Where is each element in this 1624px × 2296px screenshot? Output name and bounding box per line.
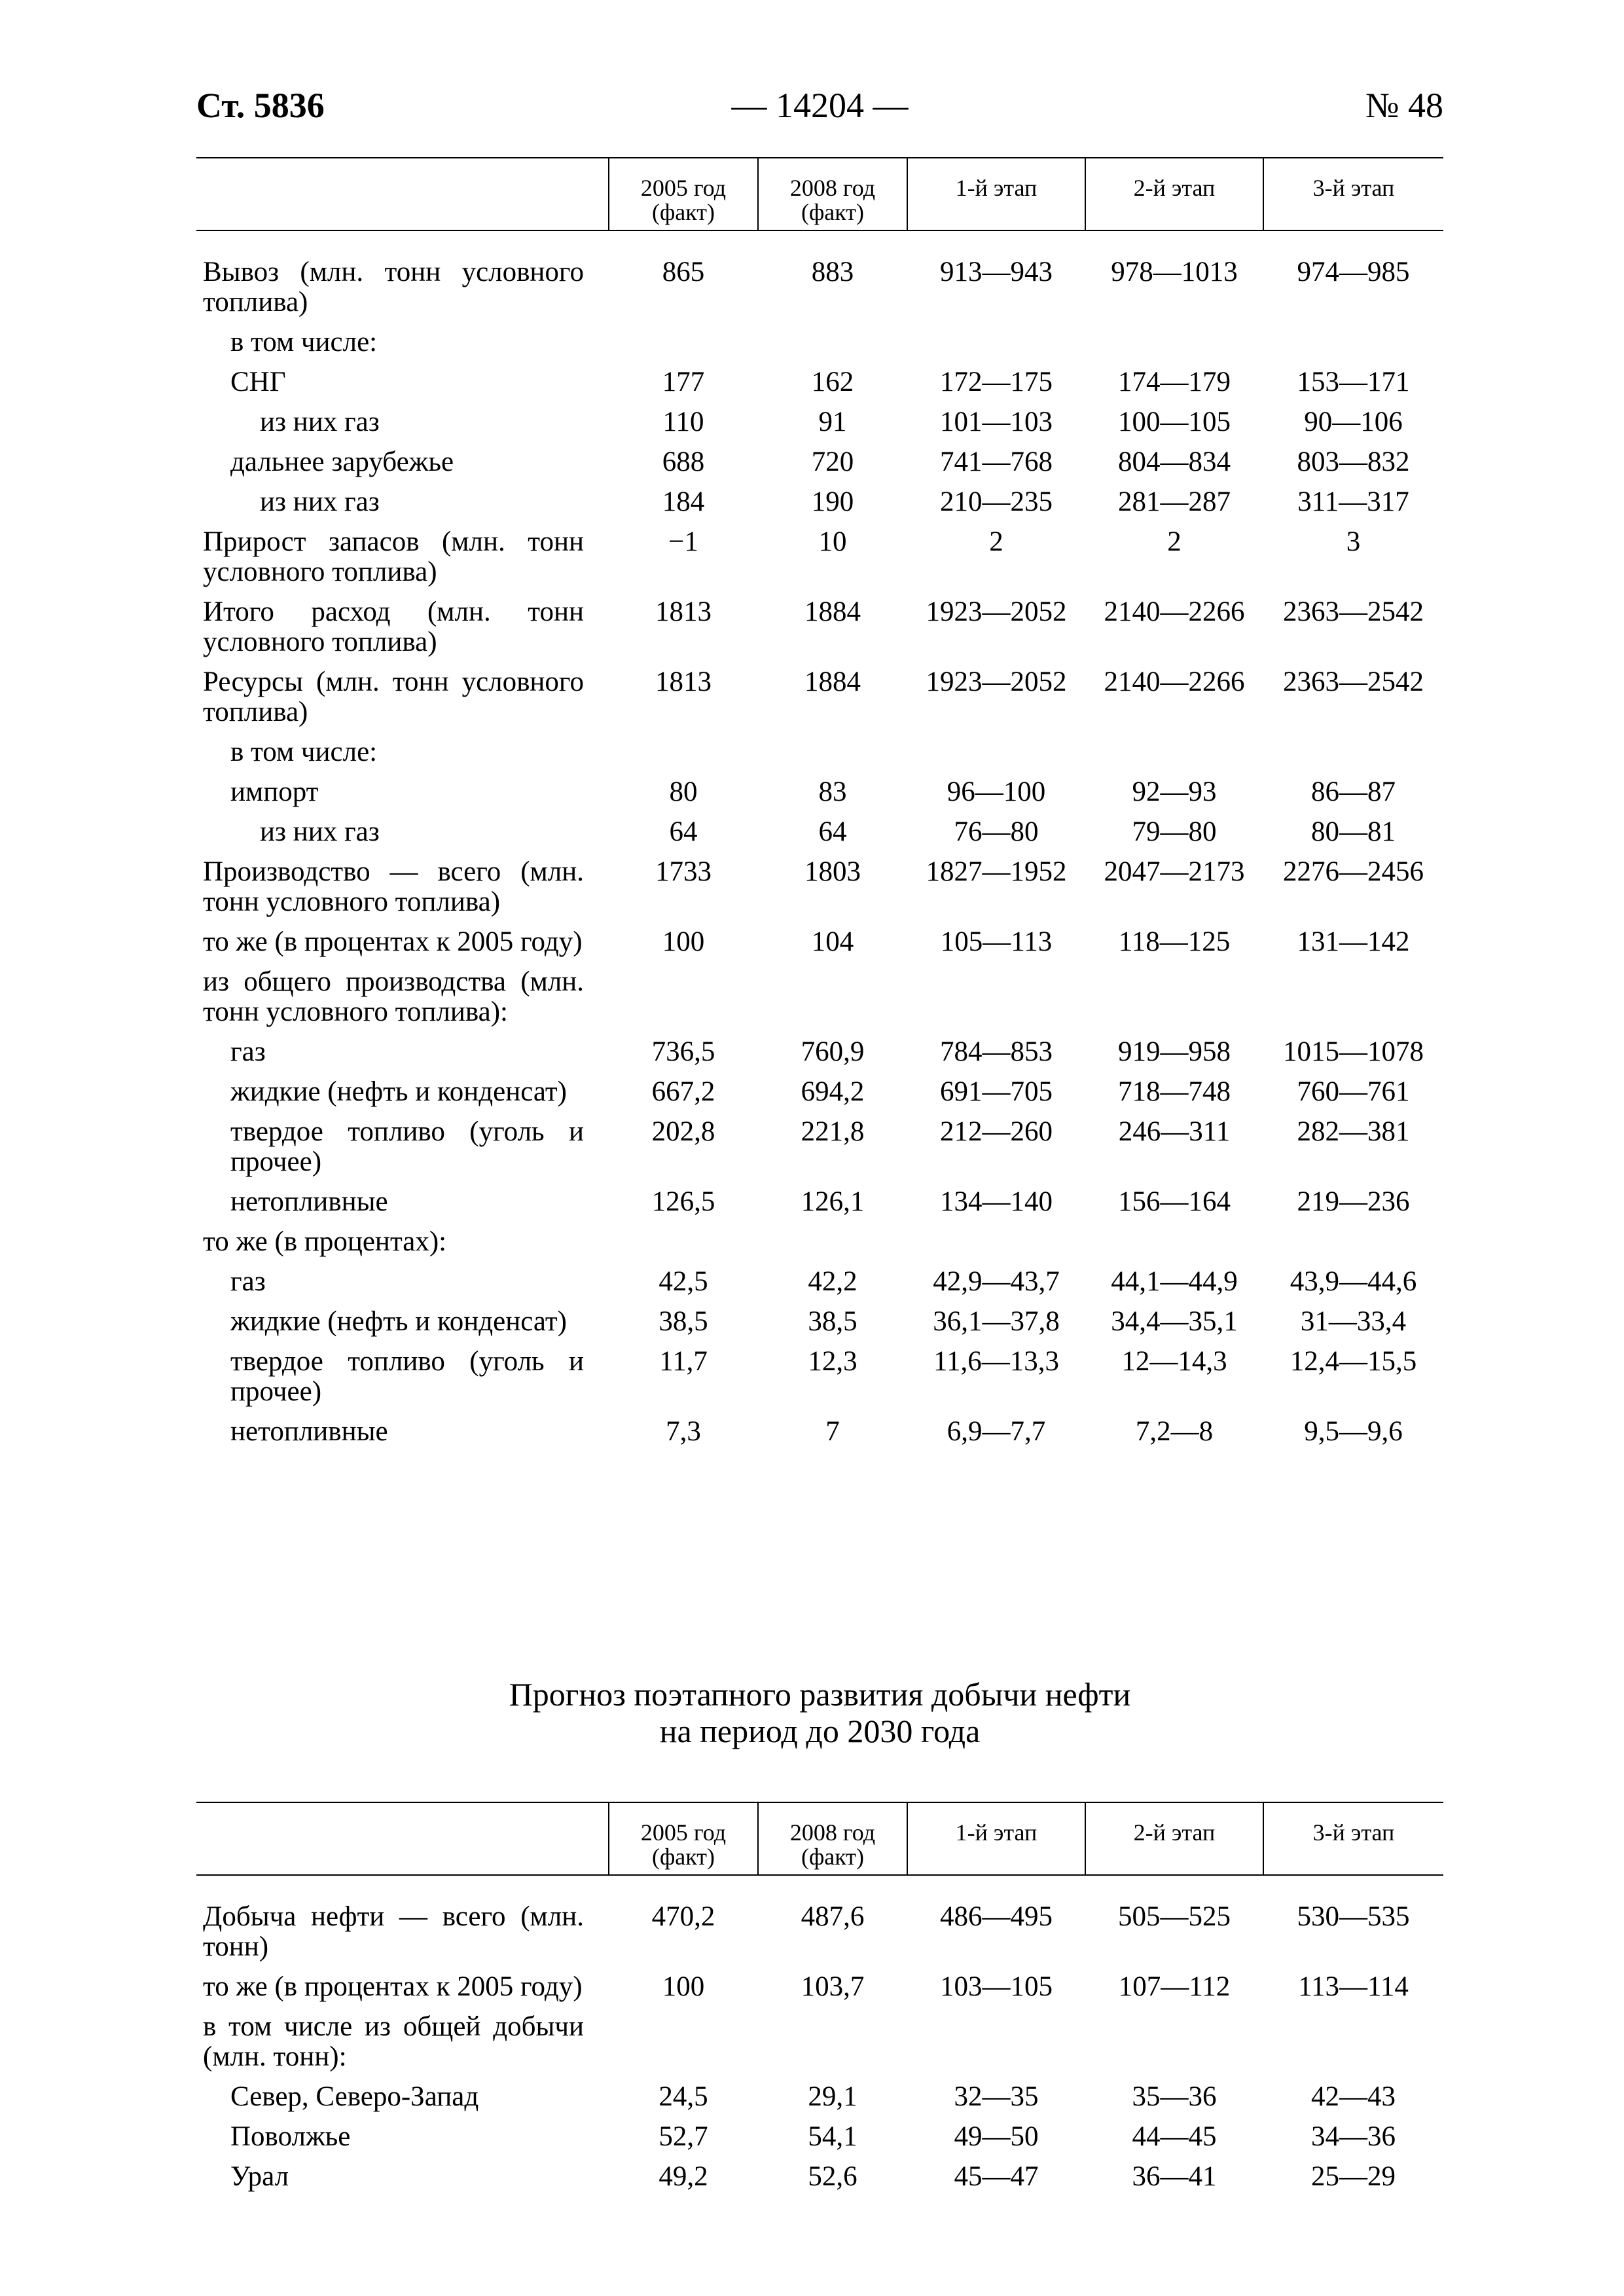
table-row [196, 1875, 1443, 1972]
row-label: Итого расход (млн. тонн условного топлива) [203, 596, 584, 657]
cell-value: 83 [818, 776, 847, 807]
cell-value [907, 2012, 1085, 2082]
cell-value: 760,9 [801, 1036, 865, 1067]
cell-value: 12,3 [808, 1346, 857, 1377]
column-header: 1-й этап [907, 158, 1085, 230]
cell-value: 803—832 [1297, 446, 1410, 477]
cell-value: 101—103 [940, 407, 1053, 437]
cell-value: 38,5 [808, 1306, 857, 1337]
table-row [196, 447, 1443, 487]
cell-value: 24,5 [659, 2081, 708, 2112]
cell-value: 29,1 [808, 2081, 857, 2112]
cell-value: 978—1013 [1111, 257, 1238, 287]
cell-value [1085, 2012, 1263, 2082]
column-header: 1-й этап [907, 1802, 1085, 1875]
row-label: то же (в процентах): [203, 1226, 447, 1257]
cell-value [1085, 1227, 1263, 1267]
cell-value: 34,4—35,1 [1111, 1306, 1238, 1337]
cell-value: 883 [811, 257, 854, 287]
cell-value: 470,2 [651, 1901, 715, 1932]
cell-value: 10 [818, 526, 847, 557]
cell-value: 42,9—43,7 [933, 1266, 1060, 1297]
cell-value: 103—105 [940, 1971, 1053, 2002]
cell-value: 1923—2052 [926, 596, 1067, 627]
cell-value [1263, 327, 1443, 367]
issue-number: № 48 [1365, 86, 1443, 125]
cell-value: 530—535 [1297, 1901, 1410, 1932]
row-label: из них газ [260, 486, 380, 517]
cell-value: 134—140 [940, 1186, 1053, 1217]
cell-value: 34—36 [1311, 2121, 1396, 2152]
table-row [196, 230, 1443, 327]
cell-value: 718—748 [1118, 1076, 1231, 1107]
table-row [196, 1307, 1443, 1347]
cell-value: 79—80 [1132, 816, 1217, 847]
cell-value: 131—142 [1297, 926, 1410, 957]
column-header: 2008 год (факт) [758, 158, 907, 230]
cell-value: 1813 [655, 596, 712, 627]
table-row [196, 967, 1443, 1037]
row-label: газ [230, 1266, 266, 1297]
cell-value: 105—113 [940, 926, 1053, 957]
cell-value [609, 1227, 758, 1267]
energy-balance-table [196, 157, 1443, 1457]
cell-value: 44—45 [1132, 2121, 1217, 2152]
cell-value: 7 [825, 1416, 840, 1447]
cell-value: 281—287 [1118, 486, 1231, 517]
cell-value: 100 [662, 1971, 705, 2002]
cell-value: 190 [811, 486, 854, 517]
row-label: Вывоз (млн. тонн условного топлива) [203, 257, 584, 318]
table-row [196, 667, 1443, 737]
row-label: нетопливные [230, 1186, 388, 1217]
cell-value: 2276—2456 [1283, 856, 1424, 887]
cell-value: 2047—2173 [1104, 856, 1245, 887]
cell-value: 38,5 [659, 1306, 708, 1337]
row-label: из общего производства (млн. тонн условного топлива): [203, 966, 584, 1027]
cell-value: 2 [989, 526, 1003, 557]
column-header: 2005 год (факт) [609, 158, 758, 230]
cell-value [1263, 967, 1443, 1037]
table-row [196, 777, 1443, 817]
cell-value: 688 [662, 446, 705, 477]
table-row [196, 1267, 1443, 1307]
cell-value: 2 [1167, 526, 1182, 557]
row-label: то же (в процентах к 2005 году) [203, 1971, 583, 2002]
cell-value: 177 [662, 367, 705, 397]
page-header [196, 85, 1443, 137]
cell-value: 80 [669, 776, 698, 807]
table-row [196, 1972, 1443, 2012]
table-row [196, 857, 1443, 927]
table-row [196, 1227, 1443, 1267]
cell-value: 12—14,3 [1121, 1346, 1227, 1377]
cell-value: 691—705 [940, 1076, 1053, 1107]
header-row [196, 158, 1443, 230]
cell-value: 919—958 [1118, 1036, 1231, 1067]
cell-value: 64 [669, 816, 698, 847]
cell-value: 110 [662, 407, 704, 437]
cell-value [758, 737, 907, 777]
row-label: Урал [230, 2161, 289, 2192]
cell-value: 2363—2542 [1283, 596, 1424, 627]
cell-value: 36—41 [1132, 2161, 1217, 2192]
cell-value: 100—105 [1118, 407, 1231, 437]
cell-value: 156—164 [1118, 1186, 1231, 1217]
cell-value: 184 [662, 486, 705, 517]
cell-value: 44,1—44,9 [1111, 1266, 1238, 1297]
column-header: 2-й этап [1085, 1802, 1263, 1875]
row-label: Добыча нефти — всего (млн. тонн) [203, 1901, 584, 1962]
cell-value [907, 737, 1085, 777]
table-row [196, 527, 1443, 597]
row-label: Производство — всего (млн. тонн условного топлива) [203, 856, 584, 917]
cell-value: 694,2 [801, 1076, 865, 1107]
table-row [196, 327, 1443, 367]
cell-value [1085, 967, 1263, 1037]
row-label: из них газ [260, 407, 380, 437]
table-row [196, 407, 1443, 447]
cell-value: 52,6 [808, 2161, 857, 2192]
cell-value: 174—179 [1118, 367, 1231, 397]
row-label: нетопливные [230, 1416, 388, 1447]
cell-value: 7,2—8 [1135, 1416, 1214, 1447]
row-label: то же (в процентах к 2005 году) [203, 926, 583, 957]
cell-value: 913—943 [940, 257, 1053, 287]
cell-value: 7,3 [666, 1416, 701, 1447]
row-label: газ [230, 1036, 266, 1067]
cell-value: 210—235 [940, 486, 1053, 517]
cell-value [609, 967, 758, 1037]
table-row [196, 1117, 1443, 1187]
cell-value [1085, 737, 1263, 777]
cell-value: 90—106 [1304, 407, 1403, 437]
cell-value: 202,8 [651, 1116, 715, 1147]
cell-value: 221,8 [801, 1116, 865, 1147]
row-label: СНГ [230, 367, 286, 397]
cell-value: 2140—2266 [1104, 666, 1245, 697]
cell-value: 282—381 [1297, 1116, 1410, 1147]
oil-table-title-line1: Прогноз поэтапного развития добычи нефти [509, 1676, 1131, 1713]
table-row [196, 2122, 1443, 2162]
table-row [196, 1417, 1443, 1457]
cell-value: 49—50 [954, 2121, 1039, 2152]
cell-value: 100 [662, 926, 705, 957]
cell-value: 1827—1952 [926, 856, 1067, 887]
cell-value: 9,5—9,6 [1304, 1416, 1403, 1447]
cell-value: 54,1 [808, 2121, 857, 2152]
cell-value: 126,5 [651, 1186, 715, 1217]
cell-value [907, 1227, 1085, 1267]
row-label: твердое топливо (уголь и прочее) [230, 1346, 584, 1407]
cell-value: 1803 [804, 856, 861, 887]
cell-value: 92—93 [1132, 776, 1217, 807]
cell-value: 3 [1346, 526, 1361, 557]
column-header-blank [196, 158, 609, 230]
row-label: твердое топливо (уголь и прочее) [230, 1116, 584, 1177]
cell-value: 219—236 [1297, 1186, 1410, 1217]
cell-value: 42,5 [659, 1266, 708, 1297]
cell-value: 212—260 [940, 1116, 1053, 1147]
cell-value [609, 2012, 758, 2082]
cell-value: 1923—2052 [926, 666, 1067, 697]
cell-value: 104 [811, 926, 854, 957]
cell-value [758, 1227, 907, 1267]
cell-value: 107—112 [1118, 1971, 1231, 2002]
cell-value: 43,9—44,6 [1290, 1266, 1417, 1297]
table-row [196, 817, 1443, 857]
cell-value [1263, 2012, 1443, 2082]
cell-value: 865 [662, 257, 705, 287]
cell-value: 11,6—13,3 [933, 1346, 1059, 1377]
cell-value: 126,1 [801, 1186, 865, 1217]
cell-value: 31—33,4 [1300, 1306, 1407, 1337]
cell-value: 80—81 [1311, 816, 1396, 847]
table-row [196, 2162, 1443, 2202]
cell-value: 1015—1078 [1283, 1036, 1424, 1067]
cell-value [758, 2012, 907, 2082]
cell-value: 246—311 [1118, 1116, 1231, 1147]
cell-value: 736,5 [651, 1036, 715, 1067]
cell-value: 42,2 [808, 1266, 857, 1297]
cell-value [1263, 737, 1443, 777]
cell-value: 12,4—15,5 [1290, 1346, 1417, 1377]
cell-value: 1884 [804, 596, 861, 627]
cell-value: 49,2 [659, 2161, 708, 2192]
row-label: Прирост запасов (млн. тонн условного топлива) [203, 526, 584, 587]
cell-value: 1733 [655, 856, 712, 887]
cell-value: 2363—2542 [1283, 666, 1424, 697]
table-row [196, 2082, 1443, 2122]
cell-value [609, 737, 758, 777]
table-row [196, 737, 1443, 777]
cell-value: −1 [668, 526, 698, 557]
cell-value [1085, 327, 1263, 367]
row-label: импорт [230, 776, 319, 807]
row-label: Ресурсы (млн. тонн условного топлива) [203, 666, 584, 727]
cell-value [758, 327, 907, 367]
cell-value: 76—80 [954, 816, 1039, 847]
cell-value: 103,7 [801, 1971, 865, 2002]
row-label: жидкие (нефть и конденсат) [230, 1306, 567, 1337]
cell-value: 720 [811, 446, 854, 477]
column-header: 2-й этап [1085, 158, 1263, 230]
row-label: в том числе: [230, 737, 378, 767]
cell-value: 86—87 [1311, 776, 1396, 807]
table-row [196, 1077, 1443, 1117]
cell-value: 974—985 [1297, 257, 1410, 287]
cell-value [907, 967, 1085, 1037]
cell-value: 741—768 [940, 446, 1053, 477]
column-header: 2005 год (факт) [609, 1802, 758, 1875]
cell-value: 25—29 [1311, 2161, 1396, 2192]
table-row [196, 367, 1443, 407]
cell-value [758, 967, 907, 1037]
cell-value: 118—125 [1118, 926, 1231, 957]
cell-value: 162 [811, 367, 854, 397]
oil-table-title [196, 1676, 1443, 1749]
column-header: 3-й этап [1263, 158, 1443, 230]
row-label: из них газ [260, 816, 380, 847]
cell-value: 1813 [655, 666, 712, 697]
cell-value: 505—525 [1118, 1901, 1231, 1932]
cell-value: 6,9—7,7 [947, 1416, 1046, 1447]
cell-value: 32—35 [954, 2081, 1039, 2112]
row-label: Север, Северо-Запад [230, 2081, 479, 2112]
table-row [196, 927, 1443, 967]
article-number: Ст. 5836 [196, 86, 325, 125]
cell-value: 153—171 [1297, 367, 1410, 397]
cell-value: 804—834 [1118, 446, 1231, 477]
table-row [196, 1347, 1443, 1417]
row-label: Поволжье [230, 2121, 351, 2152]
table-row [196, 2012, 1443, 2082]
row-label: дальнее зарубежье [230, 446, 454, 477]
cell-value: 96—100 [947, 776, 1046, 807]
row-label: жидкие (нефть и конденсат) [230, 1076, 567, 1107]
cell-value: 45—47 [954, 2161, 1039, 2192]
column-header-blank [196, 1802, 609, 1875]
cell-value: 52,7 [659, 2121, 708, 2152]
cell-value: 11,7 [659, 1346, 708, 1377]
header-row [196, 1802, 1443, 1875]
column-header: 3-й этап [1263, 1802, 1443, 1875]
row-label: в том числе из общей добычи (млн. тонн): [203, 2011, 584, 2072]
cell-value [907, 327, 1085, 367]
oil-production-table [196, 1802, 1443, 2202]
cell-value [1263, 1227, 1443, 1267]
oil-table-title-line2: на период до 2030 года [659, 1713, 981, 1749]
cell-value: 784—853 [940, 1036, 1053, 1067]
page-number: — 14204 — [731, 86, 909, 125]
cell-value: 113—114 [1298, 1971, 1409, 2002]
cell-value: 1884 [804, 666, 861, 697]
cell-value: 172—175 [940, 367, 1053, 397]
cell-value: 36,1—37,8 [933, 1306, 1060, 1337]
cell-value: 667,2 [651, 1076, 715, 1107]
cell-value: 42—43 [1311, 2081, 1396, 2112]
table-row [196, 597, 1443, 667]
cell-value: 64 [818, 816, 847, 847]
column-header: 2008 год (факт) [758, 1802, 907, 1875]
cell-value: 91 [818, 407, 847, 437]
table-row [196, 1187, 1443, 1227]
cell-value: 311—317 [1297, 486, 1409, 517]
cell-value: 760—761 [1297, 1076, 1410, 1107]
cell-value: 35—36 [1132, 2081, 1217, 2112]
cell-value: 2140—2266 [1104, 596, 1245, 627]
table-row [196, 487, 1443, 527]
cell-value [609, 327, 758, 367]
row-label: в том числе: [230, 327, 378, 357]
cell-value: 486—495 [940, 1901, 1053, 1932]
table-row [196, 1037, 1443, 1077]
cell-value: 487,6 [801, 1901, 865, 1932]
